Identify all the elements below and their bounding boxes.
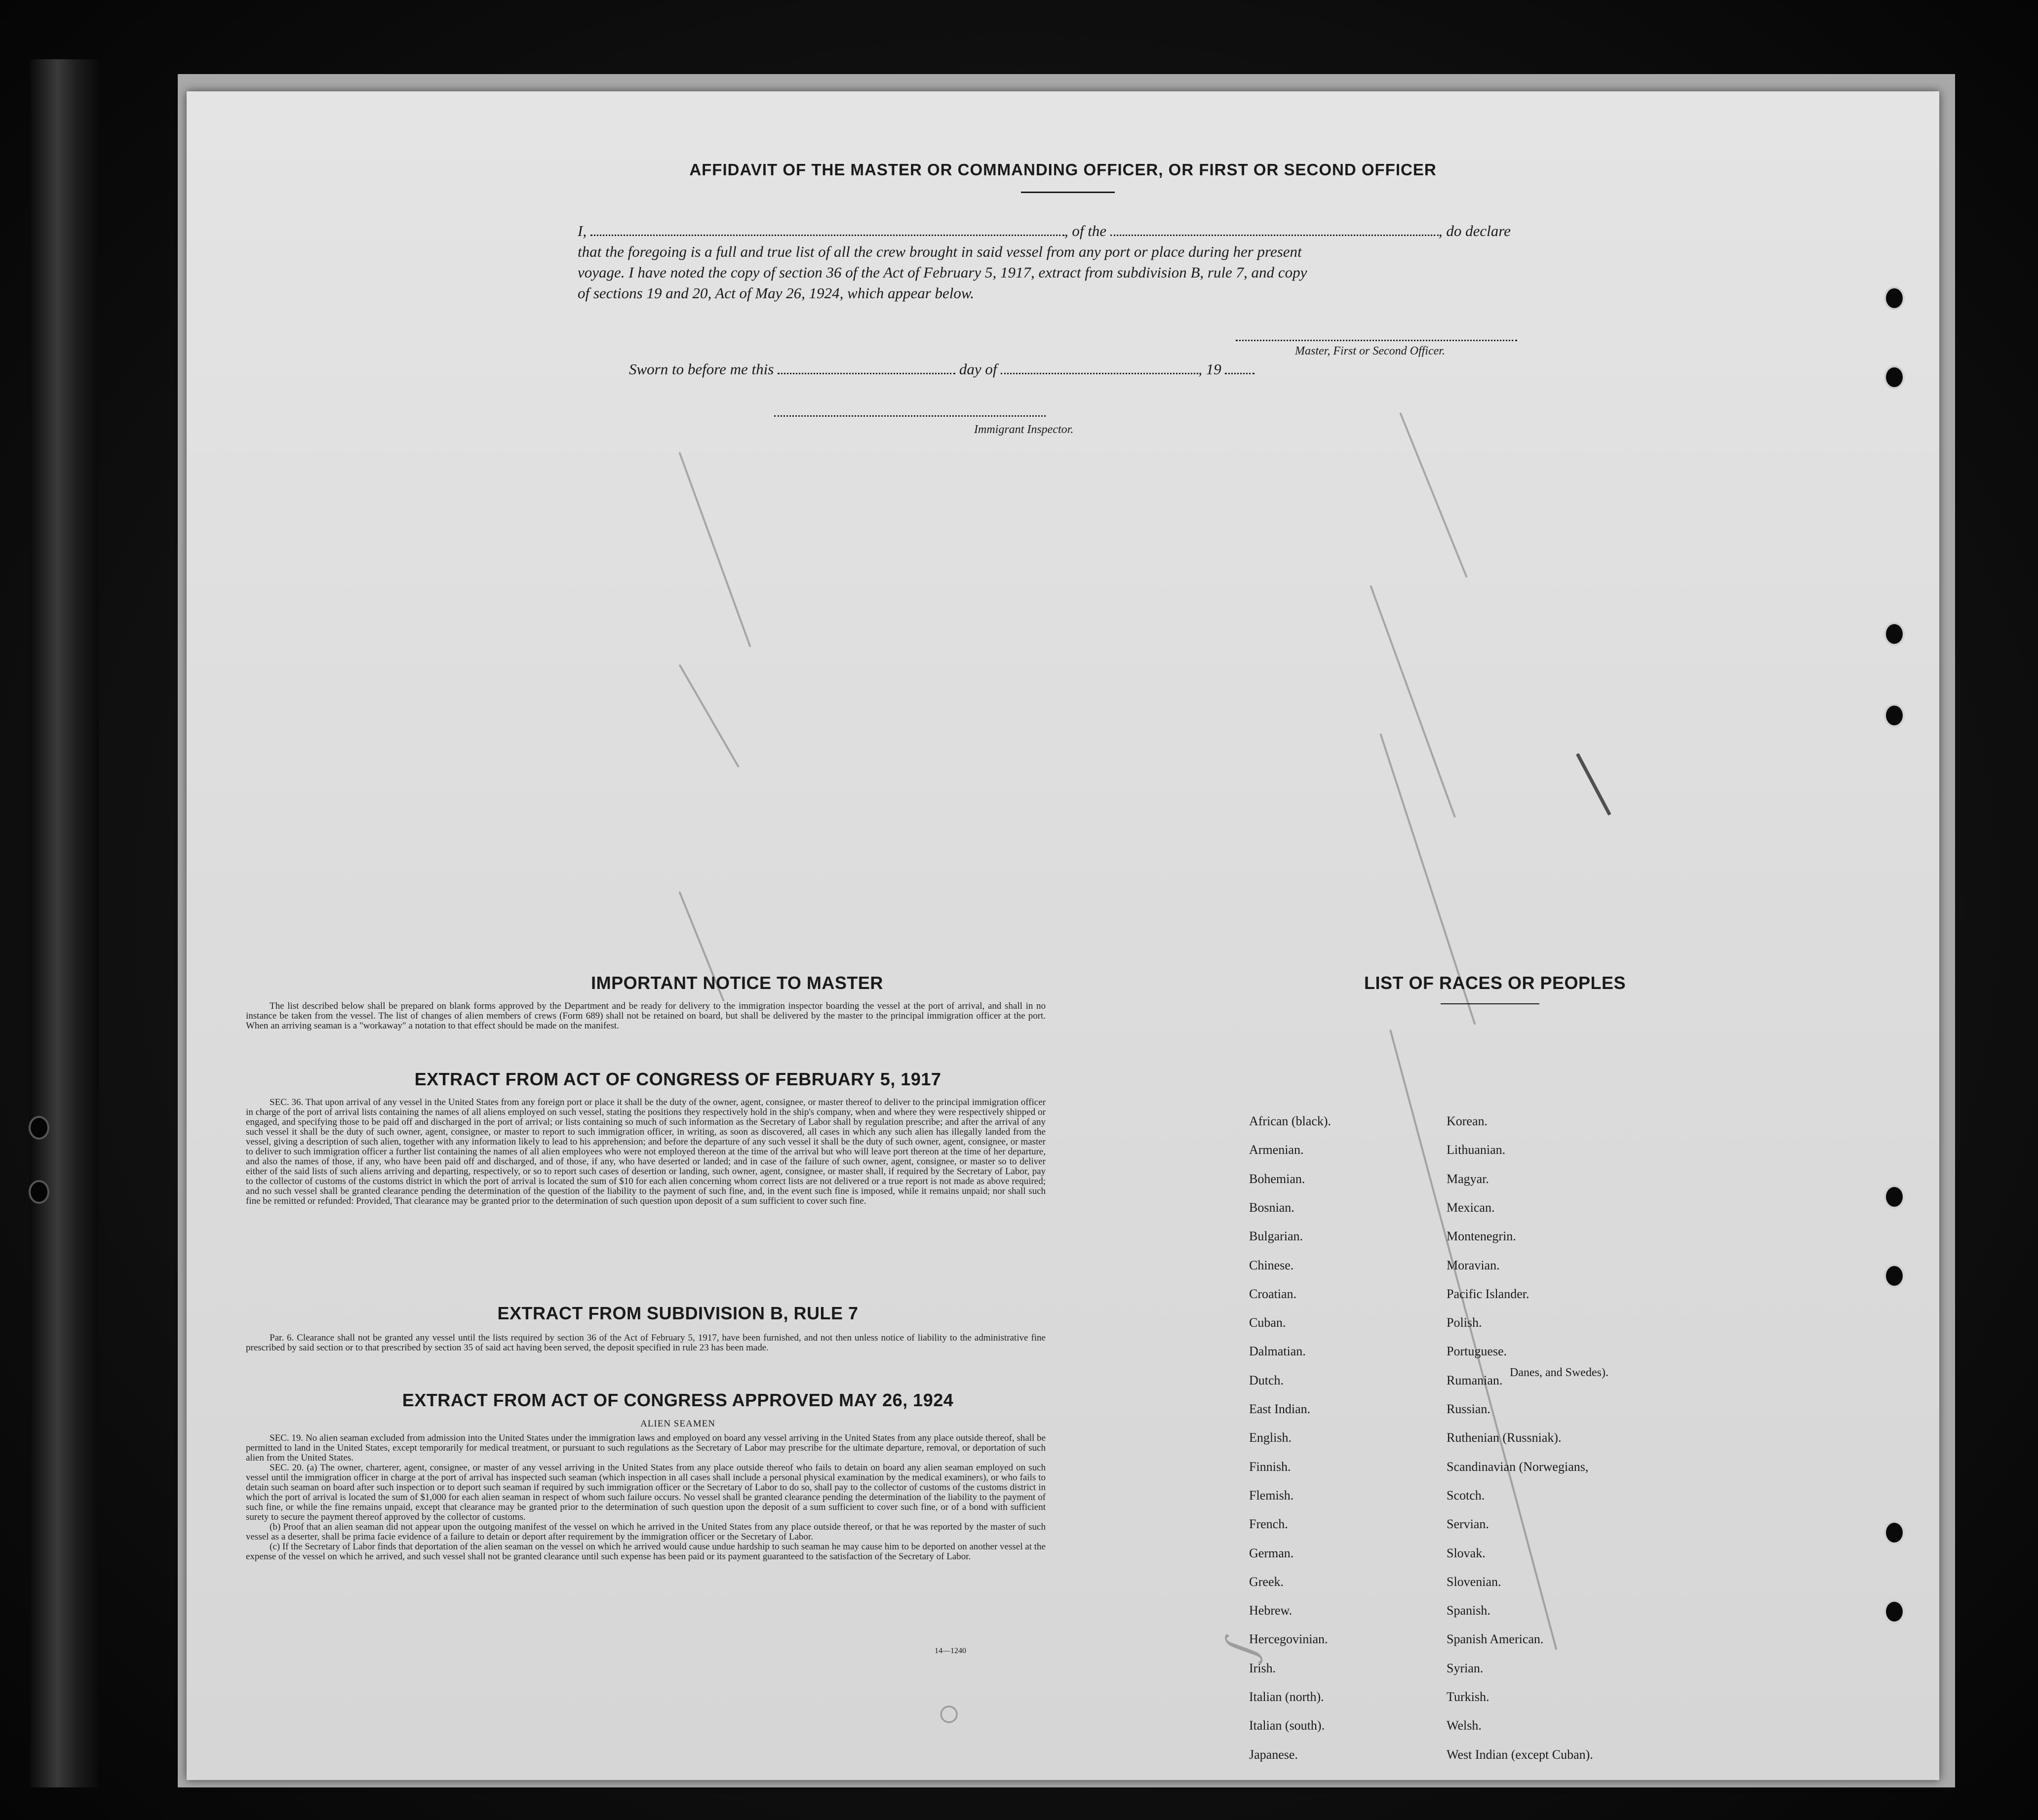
extract-1917-heading: EXTRACT FROM ACT OF CONGRESS OF FEBRUARY 5, 1917: [414, 1069, 941, 1089]
race-item: Pacific Islander.: [1447, 1287, 1529, 1301]
race-item: Dutch.: [1249, 1373, 1284, 1387]
par6-paragraph: Par. 6. Clearance shall not be granted any vessel until the lists required by section 36 of the Act of February 5, 1917, have been furnished, and not then unless notice of liability to the administrative fine prescribed by said section or to that prescribed by section 35 of said act having been served, the deposit specified in rule 23 has been made.: [246, 1333, 1046, 1353]
race-item: Finnish.: [1249, 1460, 1291, 1474]
race-item: Rumanian.: [1447, 1373, 1503, 1387]
declare-label: , do declare: [1438, 222, 1511, 239]
document-page: [187, 91, 1939, 1780]
binder-hole-icon: [29, 1116, 49, 1140]
binder-hole-icon: [29, 1180, 49, 1204]
race-item: Slovak.: [1447, 1546, 1486, 1560]
race-item: Montenegrin.: [1447, 1229, 1516, 1243]
race-item: Russian.: [1447, 1402, 1490, 1416]
races-heading: LIST OF RACES OR PEOPLES: [1364, 973, 1626, 993]
title-rule: [1021, 192, 1115, 193]
race-item: Ruthenian (Russniak).: [1447, 1430, 1562, 1445]
race-item: Bosnian.: [1249, 1200, 1294, 1215]
race-item: Welsh.: [1447, 1718, 1482, 1733]
race-item: Japanese.: [1249, 1747, 1298, 1762]
pencil-mark: [679, 664, 740, 768]
race-item: Bulgarian.: [1249, 1229, 1303, 1243]
notice-heading: IMPORTANT NOTICE TO MASTER: [591, 973, 883, 993]
race-item: Croatian.: [1249, 1287, 1297, 1301]
sworn-day-of-label: day of: [959, 360, 997, 378]
form-number: 14—1240: [935, 1647, 966, 1655]
race-item: Flemish.: [1249, 1488, 1294, 1503]
race-item: Portuguese.: [1447, 1344, 1507, 1358]
handwriting-mark: ○: [937, 1692, 961, 1735]
binder-hole-icon: [1884, 622, 1905, 646]
race-item: Italian (north).: [1249, 1690, 1324, 1704]
race-item: Armenian.: [1249, 1143, 1304, 1157]
sworn-label: Sworn to before me this: [629, 360, 774, 378]
sworn-month-field[interactable]: [1001, 360, 1198, 374]
handwriting-mark: ∫: [1214, 1633, 1265, 1662]
races-heading-rule: [1441, 1003, 1539, 1004]
race-item: Polish.: [1447, 1315, 1482, 1330]
declarant-label: I,: [578, 222, 587, 239]
pencil-mark: [1399, 412, 1468, 578]
inspector-label: Immigrant Inspector.: [974, 423, 1074, 436]
race-item: Scotch.: [1447, 1488, 1485, 1503]
race-item: Spanish American.: [1447, 1632, 1544, 1646]
race-item: Scandinavian (Norwegians,: [1447, 1460, 1589, 1474]
sworn-line: [629, 359, 1254, 380]
race-item: Dalmatian.: [1249, 1344, 1306, 1358]
race-item: French.: [1249, 1517, 1288, 1531]
binder-hole-icon: [1884, 1185, 1905, 1209]
race-item: Slovenian.: [1447, 1575, 1501, 1589]
binding-edge: [30, 59, 99, 1787]
master-signature-line[interactable]: [1236, 340, 1517, 341]
binder-hole-icon: [1884, 1264, 1905, 1288]
sec19-paragraph: SEC. 19. No alien seaman excluded from admission into the United States under the immigration laws and employed on board any vessel arriving in the United States from any place outside thereof, shall be permitted to land in the United States, except temporarily for medical treatment, or pursuant to such regulations as the Secretary of Labor may prescribe for the ultimate departure, removal, or deportation of such alien from the United States.: [246, 1433, 1046, 1463]
race-item: Cuban.: [1249, 1315, 1286, 1330]
binder-hole-icon: [1884, 286, 1905, 310]
race-item: African (black).: [1249, 1114, 1332, 1128]
extract-1917-text: [246, 1098, 1046, 1206]
declaration-line-3: voyage. I have noted the copy of section 36 of the Act of February 5, 1917, extract from subdivision B, rule 7, and copy: [578, 264, 1307, 281]
master-signature-label: Master, First or Second Officer.: [1295, 345, 1445, 357]
notice-paragraph: The list described below shall be prepared on blank forms approved by the Department and be ready for delivery to the immigration inspector boarding the vessel at the port of arrival, and shall in no instance be taken from the vessel. The list of changes of alien members of crews (Form 689) shall not be retained on board, but shall be delivered by the master to the principal immigration officer at the port. When an arriving seaman is a "workaway" a notation to that effect should be made on the manifest.: [246, 1001, 1046, 1031]
extract-1924-text: [246, 1433, 1046, 1562]
sec20a-paragraph: SEC. 20. (a) The owner, charterer, agent, consignee, or master of any vessel arriving in the United States from any place outside thereof who fails to detain on board any alien seaman employed on such vessel until the immigration officer in charge at the port of arrival has inspected such seaman (which inspection in all cases shall include a personal physical examination by the medical examiners), or who fails to detain such seaman on board after such inspection or to deport such seaman if required by such immigration officer or the Secretary of Labor to do so, shall pay to the collector of customs of the customs district in which the port of arrival is located the sum of $1,000 for each alien seaman in respect of whom such failure occurs. No vessel shall be granted clearance pending the determination of the liability to the payment of such fine, or while the fine remains unpaid, except that clearance may be granted prior to the determination of such question upon the deposit of a sum sufficient to cover such fine, or of a bond with sufficient surety to secure the payment thereof approved by the collector of customs.: [246, 1463, 1046, 1522]
affidavit-title: AFFIDAVIT OF THE MASTER OR COMMANDING OFFICER, OR FIRST OR SECOND OFFICER: [689, 160, 1437, 179]
race-item: Magyar.: [1447, 1172, 1489, 1186]
binder-hole-icon: [1884, 1521, 1905, 1544]
race-item: Spanish.: [1447, 1603, 1490, 1618]
race-item: Mexican.: [1447, 1200, 1495, 1215]
declaration-line-4: of sections 19 and 20, Act of May 26, 1924, which appear below.: [578, 284, 975, 302]
sec36-paragraph: SEC. 36. That upon arrival of any vessel in the United States from any foreign port or place it shall be the duty of the owner, agent, consignee, or master thereof to deliver to the principal immigration officer in charge of the port of arrival lists containing the names of all aliens employed on such vessel, stating the positions they respectively hold in the ship's company, when and where they were respectively shipped or engaged, and specifying those to be paid off and discharged in the port of arrival; or lists containing so much of such information as the Secretary of Labor shall by regulation prescribe; and after the arrival of any such vessel it shall be the duty of such owner, agent, consignee, or master to report to such immigration officer, in writing, as soon as discovered, all cases in which any such alien has illegally landed from the vessel, giving a description of such alien, together with any information likely to lead to his apprehension; and before the departure of any such vessel it shall be the duty of such owner, agent, consignee, or master to deliver to such immigration officer a further list containing the names of all alien employees who were not employed thereon at the time of the arrival but who will leave port thereon at the time of her departure, and also the names of those, if any, who have been paid off and discharged, and of those, if any, who have deserted or landed; and in case of the failure of such owner, agent, consignee, or master so to deliver either of the said lists of such aliens arriving and departing, respectively, or so to report such cases of desertion or landing, such owner, agent, consignee, or master shall, if required by the Secretary of Labor, pay to the collector of customs of the customs district in which the port of arrival is located the sum of $10 for each alien concerning whom correct lists are not delivered or a true report is not made as above required; and no such vessel shall be granted clearance pending the determination of the question of the liability to the payment of such fine, and, in the event such fine is imposed, while it remains unpaid; nor shall such fine be remitted or refunded: Provided, That clearance may be granted prior to the determination of such question upon deposit of a sum sufficient to cover such fine.: [246, 1097, 1046, 1206]
race-item: Greek.: [1249, 1575, 1284, 1589]
race-item: English.: [1249, 1430, 1292, 1445]
race-item: Turkish.: [1447, 1690, 1489, 1704]
affidavit-declaration: [578, 221, 1575, 304]
alien-seamen-subheading: ALIEN SEAMEN: [640, 1419, 715, 1429]
race-item: Chinese.: [1249, 1258, 1294, 1272]
declarant-name-field[interactable]: [590, 222, 1064, 236]
sworn-day-field[interactable]: [778, 360, 955, 374]
notice-text: [246, 1001, 1046, 1031]
vessel-label: , of the: [1064, 222, 1107, 239]
sec20c-paragraph: (c) If the Secretary of Labor finds that deportation of the alien seaman on the vessel on which he arrived would cause undue hardship to such seaman he may cause him to be deported on another vessel at the expense of the vessel on which he arrived, and such vessel shall not be granted clearance until such expense has been paid or its payment guaranteed to the satisfaction of the Secretary of Labor.: [246, 1542, 1046, 1562]
race-item: Bohemian.: [1249, 1172, 1305, 1186]
sworn-year-label: , 19: [1198, 360, 1221, 378]
extract-rule7-text: [246, 1333, 1046, 1353]
race-item: Hercegovinian.: [1249, 1632, 1328, 1646]
race-item: Moravian.: [1447, 1258, 1500, 1272]
race-item: Italian (south).: [1249, 1718, 1325, 1733]
race-item: Lithuanian.: [1447, 1143, 1506, 1157]
declaration-line-1: [578, 221, 1575, 241]
race-item: German.: [1249, 1546, 1294, 1560]
race-item: Danes, and Swedes).: [1510, 1366, 1608, 1379]
sec20b-paragraph: (b) Proof that an alien seaman did not appear upon the outgoing manifest of the vessel on which he arrived in the United States from any place outside thereof, or that he was reported by the master of such vessel as a deserter, shall be prima facie evidence of a failure to detain or deport after requirement by the immigration officer or the Secretary of Labor.: [246, 1522, 1046, 1542]
vessel-name-field[interactable]: [1110, 222, 1439, 236]
race-item: Hebrew.: [1249, 1603, 1293, 1618]
race-item: Syrian.: [1447, 1661, 1484, 1675]
pencil-mark: [1576, 753, 1611, 816]
extract-rule7-heading: EXTRACT FROM SUBDIVISION B, RULE 7: [497, 1303, 859, 1323]
binder-hole-icon: [1884, 365, 1905, 389]
pencil-mark: [1370, 585, 1456, 818]
declaration-line-2: that the foregoing is a full and true list of all the crew brought in said vessel from any port or place during her present: [578, 243, 1302, 260]
extract-1924-heading: EXTRACT FROM ACT OF CONGRESS APPROVED MAY 26, 1924: [402, 1390, 954, 1410]
race-item: West Indian (except Cuban).: [1447, 1747, 1593, 1762]
race-item: Servian.: [1447, 1517, 1489, 1531]
race-item: East Indian.: [1249, 1402, 1311, 1416]
race-item: Irish.: [1249, 1661, 1276, 1675]
pencil-mark: [678, 452, 751, 647]
race-item: Korean.: [1447, 1114, 1488, 1128]
sworn-year-field[interactable]: [1225, 360, 1254, 374]
binder-hole-icon: [1884, 1600, 1905, 1623]
inspector-signature-line[interactable]: [774, 415, 1046, 417]
binder-hole-icon: [1884, 704, 1905, 727]
